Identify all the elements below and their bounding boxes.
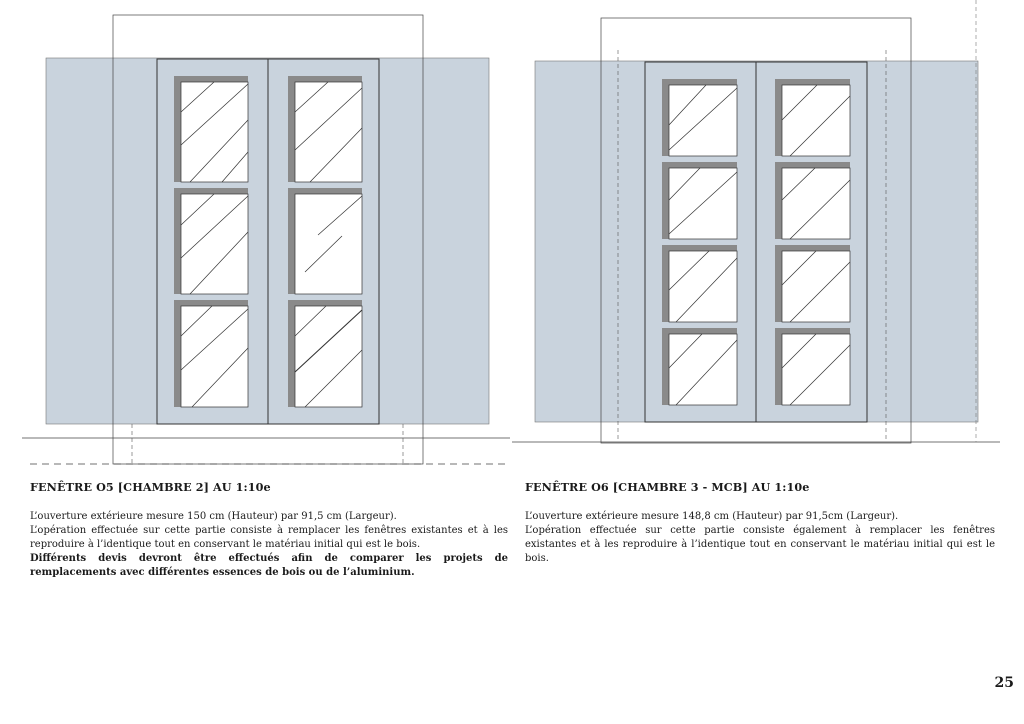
quotes-note-o5: Différents devis devront être effectués afin de comparer les projets de remplacements avec différentes essences de bois ou de l’aluminium. [30,553,508,578]
window-o5-elevation [22,15,510,464]
page-number: 25 [994,675,1014,691]
operation-text-o6: L’opération effectuée sur cette partie consiste également à remplacer les fenêtres existantes et à les reproduire à l’identique tout en conservant le matériau initial qui est le bois. [525,525,995,564]
operation-text-o5: L’opération effectuée sur cette partie consiste à remplacer les fenêtres existantes et à les reproduire à l’identique tout en conservant le matériau initial qui est le bois. [30,525,508,550]
description-o6 [525,480,995,566]
section-title-o6: FENÊTRE O6 [CHAMBRE 3 - MCB] AU 1:10e [525,480,810,494]
section-title-o5: FENÊTRE O5 [CHAMBRE 2] AU 1:10e [30,480,271,494]
dimensions-text-o6: L’ouverture extérieure mesure 148,8 cm (Hauteur) par 91,5cm (Largeur). [525,511,899,522]
window-o6-elevation [512,0,1000,443]
dimensions-text-o5: L’ouverture extérieure mesure 150 cm (Hauteur) par 91,5 cm (Largeur). [30,511,397,522]
description-o5 [30,480,508,580]
